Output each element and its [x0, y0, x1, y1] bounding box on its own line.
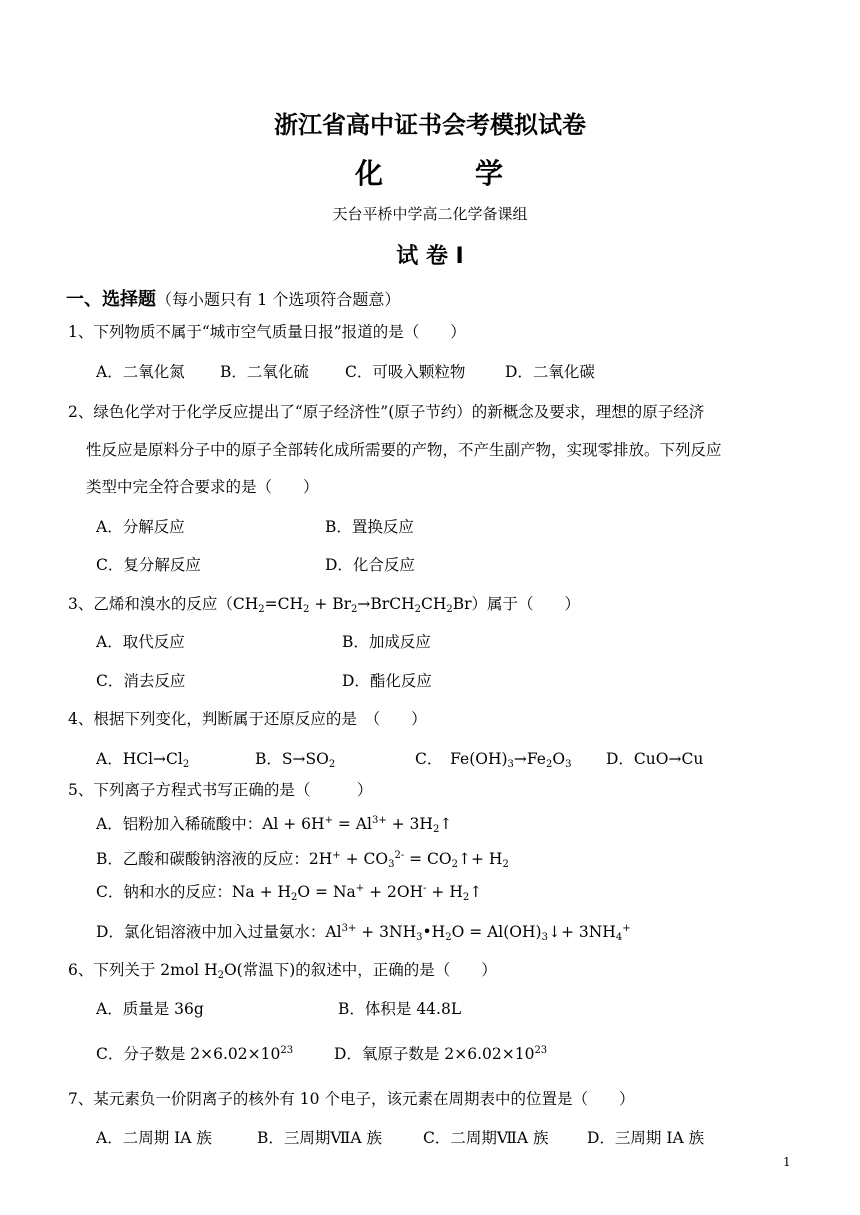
page-number: 1 — [783, 1155, 791, 1169]
q5-option-c-text: + H — [426, 883, 463, 901]
q5-option-a-text: = Al — [332, 815, 372, 833]
q2-option-b: B．置换反应 — [325, 518, 414, 536]
question-4-stem: 4、根据下列变化，判断属于还原反应的是 （ ） — [68, 710, 427, 728]
q5-option-b-text: ↑+ H — [458, 850, 503, 868]
q6-option-c-text: C．分子数是 2×6.02×10 — [96, 1045, 281, 1063]
q7-option-a: A．二周期 IA 族 — [96, 1129, 212, 1147]
q3-eq-part: + Br — [309, 595, 352, 613]
q4-option-c-text: O — [552, 750, 566, 768]
q5-option-b-text: = CO — [404, 850, 452, 868]
q5-option-d-text: ↓+ 3NH — [547, 923, 616, 941]
q6-option-d — [334, 1042, 547, 1064]
section-note: （每小题只有 1 个选项符合题意） — [156, 290, 401, 309]
q6-option-d-text: D．氧原子数是 2×6.02×10 — [334, 1045, 535, 1063]
q6-option-a: A．质量是 36g — [96, 1000, 204, 1018]
q5-option-c-text: + 2OH — [364, 883, 424, 901]
q4-option-c: C． $Fe(OH)_3\to Fe_2O_3$ — [415, 750, 572, 770]
q6-option-c — [96, 1042, 293, 1064]
q2-option-c: C．复分解反应 — [96, 556, 201, 574]
question-7-stem: 7、某元素负一价阴离子的核外有 10 个电子，该元素在周期表中的位置是（ ） — [68, 1090, 635, 1108]
q5-option-b: B．乙酸和碳酸钠溶液的反应：$2H^+ + CO_3^{2-}$ = $CO_2↑+ H_2$ — [96, 850, 509, 870]
school-name: 天台平桥中学高二化学备课组 — [332, 205, 528, 223]
q3-option-a: A．取代反应 — [96, 633, 185, 651]
q3-eq-part: CH — [232, 595, 259, 613]
q6-stem-text: O(常温下)的叙述中，正确的是（ ） — [223, 961, 497, 979]
q3-eq-part: =CH — [264, 595, 304, 613]
q4-option-c-text: →Fe — [513, 750, 546, 768]
q7-option-b: B．三周期ⅦA 族 — [257, 1129, 383, 1147]
section-label: 一、选择题 — [66, 289, 156, 310]
q5-option-b-text: B．乙酸和碳酸钠溶液的反应：2H — [96, 850, 333, 868]
q3-option-d: D．酯化反应 — [342, 672, 432, 690]
q5-option-c-text: O = Na — [297, 883, 356, 901]
q5-option-a: A．铝粉加入稀硫酸中：$Al + 6H^+ = Al^{3+}$ + $3H_2↑$ — [96, 815, 453, 835]
q3-eq-part: CH — [420, 595, 447, 613]
q5-option-d: D．氯化铝溶液中加入过量氨水：$Al^{3+}$ + $3NH_3•H_2O$ = $Al(OH)_3↓+ 3NH_4^+$ — [96, 923, 631, 943]
q2-option-a: A．分解反应 — [96, 518, 185, 536]
q5-option-d-text: •H — [422, 923, 446, 941]
q6-exponent: 23 — [534, 1045, 548, 1056]
question-3-stem: 3、乙烯和溴水的反应（$CH_2=CH_2$ + $Br_2\to BrCH_2CH_2Br$）属于（ ） — [68, 595, 581, 615]
q7-option-d: D．三周期 IA 族 — [587, 1129, 705, 1147]
q1-option-d: D．二氧化碳 — [505, 363, 595, 381]
question-2-line-3: 类型中完全符合要求的是（ ） — [86, 478, 319, 496]
q3-option-b: B．加成反应 — [342, 633, 431, 651]
q3-option-c: C．消去反应 — [96, 672, 186, 690]
q4-option-b-text: B．S→SO — [255, 750, 329, 768]
q5-option-c: C．钠和水的反应：$Na + H_2O = Na^+ + 2OH^-$ + $H_2↑$ — [96, 883, 483, 903]
q5-option-b-text: + CO — [340, 850, 389, 868]
q1-option-b: B．二氧化硫 — [220, 363, 309, 381]
q4-option-d: D．CuO→Cu — [606, 750, 704, 768]
q3-eq-part: →BrCH — [357, 595, 415, 613]
q6-stem-text: 6、下列关于 2mol H — [68, 961, 218, 979]
question-2-line-1: 2、绿色化学对于化学反应提出了“原子经济性”(原子节约）的新概念及要求，理想的原子经济 — [68, 403, 705, 421]
q2-option-d: D．化合反应 — [325, 556, 415, 574]
q4-option-a-text: A．HCl→Cl — [96, 750, 183, 768]
q3-stem-post: ）属于（ ） — [471, 595, 581, 613]
q5-option-d-text: + 3NH — [356, 923, 417, 941]
q1-option-c: C．可吸入颗粒物 — [345, 363, 466, 381]
question-1-stem: 1、下列物质不属于“城市空气质量日报”报道的是（ ） — [68, 323, 466, 341]
q6-exponent: 23 — [280, 1045, 294, 1056]
q4-option-b: B．$S\to SO_2$ — [255, 750, 336, 770]
question-2-line-2: 性反应是原料分子中的原子全部转化成所需要的产物，不产生副产物，实现零排放。下列反应 — [86, 441, 722, 459]
q6-option-b: B．体积是 44.8L — [338, 1000, 462, 1018]
q4-option-a: A．$HCl\to Cl_2$ — [96, 750, 190, 770]
section-heading — [66, 285, 400, 311]
q7-option-c: C．二周期ⅦA 族 — [423, 1129, 549, 1147]
q4-option-c-text: C． Fe(OH) — [415, 750, 508, 768]
q5-option-d-text: O = Al(OH) — [451, 923, 542, 941]
q5-option-d-text: D．氯化铝溶液中加入过量氨水：Al — [96, 923, 342, 941]
subject-title: 化 学 — [354, 157, 505, 190]
q1-option-a: A．二氧化氮 — [96, 363, 185, 381]
q3-eq-part: Br — [452, 595, 472, 613]
q5-option-a-text: A．铝粉加入稀硫酸中：Al + 6H — [96, 815, 325, 833]
question-5-stem: 5、下列离子方程式书写正确的是（ ） — [68, 781, 373, 799]
q3-stem-pre: 3、乙烯和溴水的反应（ — [68, 595, 233, 613]
q5-option-a-text: + 3H — [386, 815, 433, 833]
paper-title: 试 卷 Ⅰ — [396, 244, 464, 269]
question-6-stem: 6、下列关于 2mol $H_2O$(常温下)的叙述中，正确的是（ ） — [68, 961, 497, 981]
q5-option-c-text: C．钠和水的反应：Na + H — [96, 883, 292, 901]
exam-title: 浙江省高中证书会考模拟试卷 — [274, 111, 586, 139]
